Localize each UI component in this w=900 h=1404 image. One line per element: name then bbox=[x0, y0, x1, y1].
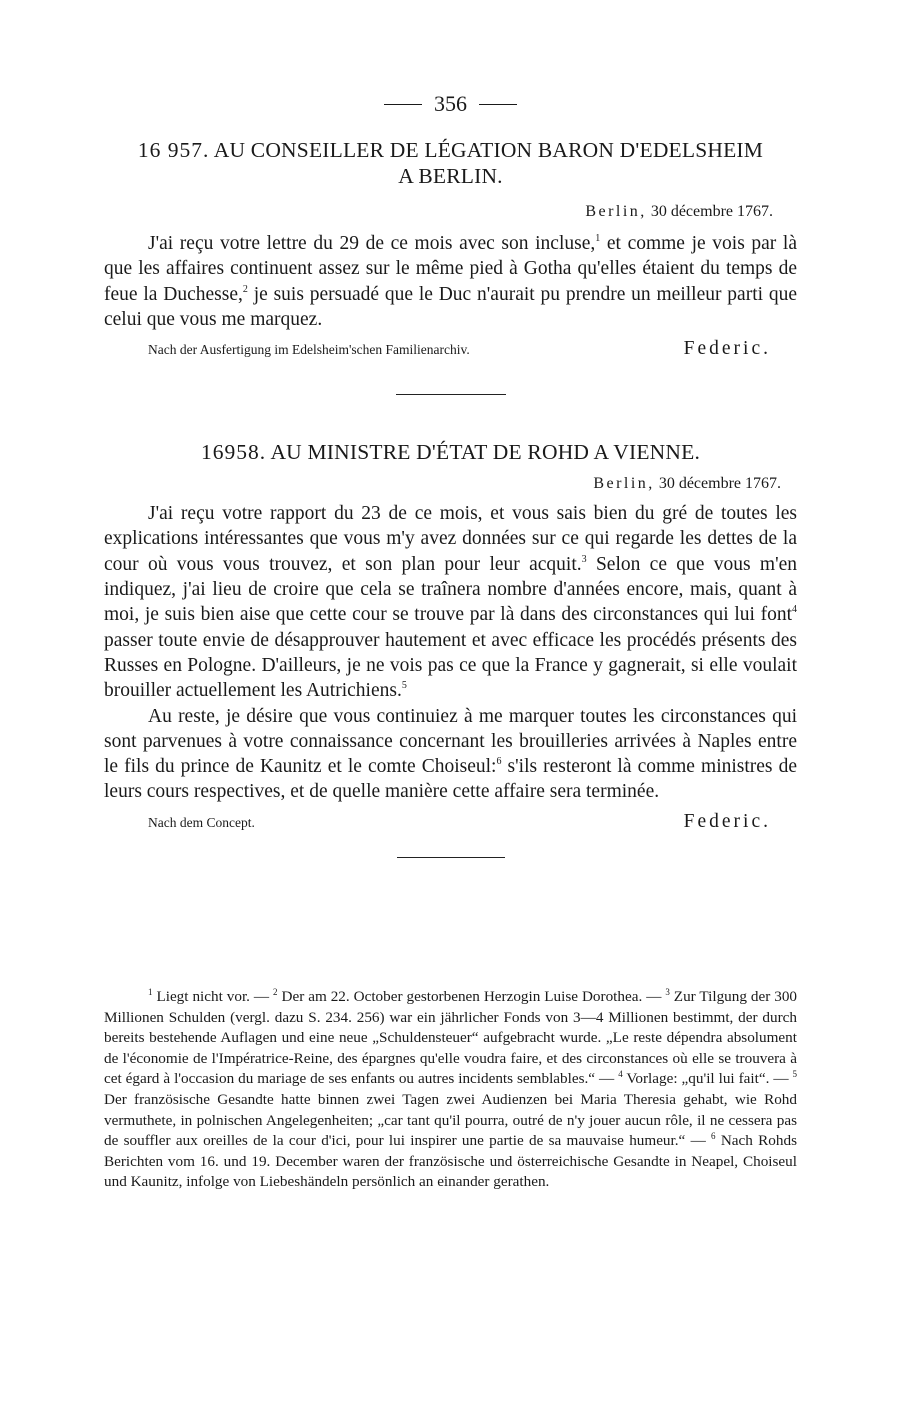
footnote-ref: 6 bbox=[711, 1131, 716, 1142]
text-segment: et comme je vois par là que les affaires continuent assez sur le même pied à Gotha qu'elles étaient du temps de feue la Duchesse, bbox=[104, 233, 797, 305]
footnote-text: Zur Tilgung der 300 Millionen Schulden (vergl. dazu S. 234. 256) war ein jährlicher Fonds von 3—4 Millionen bestimmt, der durch bereits bestehende Auflagen und eine neue „Schuldensteuer“ aufgebracht wurde. „Le reste dépendra absolument de l'économie de l'Impératrice-Reine, des épargnes qu'elle voudra faire, et des circonstances où elle se trouvera à cet égard à l'occasion du mariage de ses enfants ou autres incidents semblables.“ — bbox=[104, 988, 798, 1088]
page-number-line bbox=[104, 84, 797, 124]
separator-rule bbox=[396, 394, 506, 395]
text-segment: s'ils resteront là comme ministres de leurs cours respectives, et de quelle manière cette affaire sera terminée. bbox=[104, 756, 797, 803]
letter-address-line2: A BERLIN. bbox=[398, 164, 503, 188]
letter-dateline bbox=[104, 201, 797, 223]
letter-heading bbox=[104, 439, 797, 465]
source-line bbox=[104, 811, 797, 833]
footnote-block bbox=[104, 987, 797, 1193]
footnote-ref: 2 bbox=[242, 283, 248, 295]
text-segment: passer toute envie de désapprouver hautement et avec efficace les procédés présents des Russes en Pologne. D'ailleurs, je ne vois pas ce que la France y gagnerait, si elle voulait brouiller actuellement les Autrichiens. bbox=[104, 629, 797, 702]
footnote-text: Vorlage: „qu'il lui fait“. — bbox=[622, 1070, 793, 1088]
footnote-ref: 5 bbox=[401, 680, 407, 692]
letter-heading bbox=[104, 137, 797, 189]
letter-address: AU MINISTRE D'ÉTAT DE ROHD A VIENNE. bbox=[270, 440, 701, 465]
paragraph bbox=[104, 501, 797, 703]
footnote-text: Liegt nicht vor. — bbox=[152, 988, 274, 1005]
footnote-ref: 2 bbox=[273, 987, 278, 997]
source-note: Nach dem Concept. bbox=[148, 814, 255, 830]
page-number-dash-right bbox=[479, 104, 517, 105]
footnotes bbox=[104, 987, 797, 1193]
paragraph bbox=[104, 231, 797, 332]
text-segment: Au reste, je désire que vous continuiez à me marquer toutes les circonstances qui sont parvenues à votre connaissance concernant les brouilleries arrivées à Naples entre le fils du prince de Kaunitz et le comte Choiseul: bbox=[104, 705, 797, 778]
letter-number: 16 957. bbox=[137, 138, 210, 162]
letter-address-line1: AU CONSEILLER DE LÉGATION BARON D'EDELSHEIM bbox=[213, 138, 764, 162]
date-text: 30 décembre 1767. bbox=[658, 475, 781, 493]
letter-body bbox=[104, 501, 797, 805]
letter-16957 bbox=[104, 137, 797, 360]
source-line bbox=[104, 338, 797, 360]
signature: Federic. bbox=[683, 810, 771, 832]
footnote-ref: 1 bbox=[148, 987, 153, 997]
footnote-text: Der französische Gesandte hatte binnen zwei Tagen zwei Audienzen bei Maria Theresia gehabt, wie Rohd vermuthete, in polnischen Angelegenheiten; „car tant qu'il pourra, outré de n'y jouer aucun rôle, il ne cessera pas de souffler aux oreilles de la cour d'ici, pour lui inspirer une partie de sa mauvaise humeur.“ — bbox=[104, 1090, 797, 1150]
letter-body bbox=[104, 231, 797, 332]
signature: Federic. bbox=[683, 338, 771, 360]
letter-number: 16958. bbox=[200, 440, 267, 465]
page-number-dash-left bbox=[384, 104, 422, 105]
paragraph bbox=[104, 704, 797, 805]
footnote-ref: 6 bbox=[496, 756, 502, 768]
footnote-ref: 1 bbox=[595, 233, 601, 244]
footnote-ref: 3 bbox=[581, 553, 587, 565]
page-content bbox=[104, 84, 797, 858]
letter-dateline bbox=[104, 473, 797, 495]
footnote-text: Nach Rohds Berichten vom 16. und 19. December waren der französische und österreichische Gesandte in Neapel, Choiseul und Kaunitz, infolge von Liebeshändeln persönlich an einander gerathen. bbox=[104, 1132, 797, 1191]
footnote-ref: 5 bbox=[792, 1069, 798, 1080]
text-segment: je suis persuadé que le Duc n'aurait pu prendre un meilleur parti que celui que vous me marquez. bbox=[104, 283, 797, 330]
date-city: Berlin, bbox=[585, 203, 647, 220]
footnote-separator-rule bbox=[397, 857, 505, 858]
footnote-ref: 3 bbox=[665, 987, 670, 997]
footnote-ref: 4 bbox=[618, 1069, 623, 1080]
date-text: 30 décembre 1767. bbox=[650, 203, 773, 220]
footnote-text: Der am 22. October gestorbenen Herzogin Luise Dorothea. — bbox=[277, 988, 666, 1005]
text-segment: J'ai reçu votre rapport du 23 de ce mois, et vous sais bien du gré de toutes les explications intéressantes que vous m'y avez données sur ce qui regarde les dettes de la cour où vous vous trouvez, et son plan pour leur acquit. bbox=[104, 503, 797, 575]
text-segment: Selon ce que vous m'en indiquez, j'ai lieu de croire que cela se traînera nombre d'années encore, mais, quant à moi, je suis bien aise que cette cour se trouve par là dans des circonstances qui lui font bbox=[104, 553, 797, 626]
page-number: 356 bbox=[434, 91, 467, 116]
footnote-ref: 4 bbox=[792, 604, 797, 616]
text-segment: J'ai reçu votre lettre du 29 de ce mois avec son incluse, bbox=[148, 233, 596, 254]
source-note: Nach der Ausfertigung im Edelsheim'schen Familienarchiv. bbox=[148, 342, 470, 358]
date-city: Berlin, bbox=[593, 475, 655, 493]
letter-16958 bbox=[104, 439, 797, 833]
